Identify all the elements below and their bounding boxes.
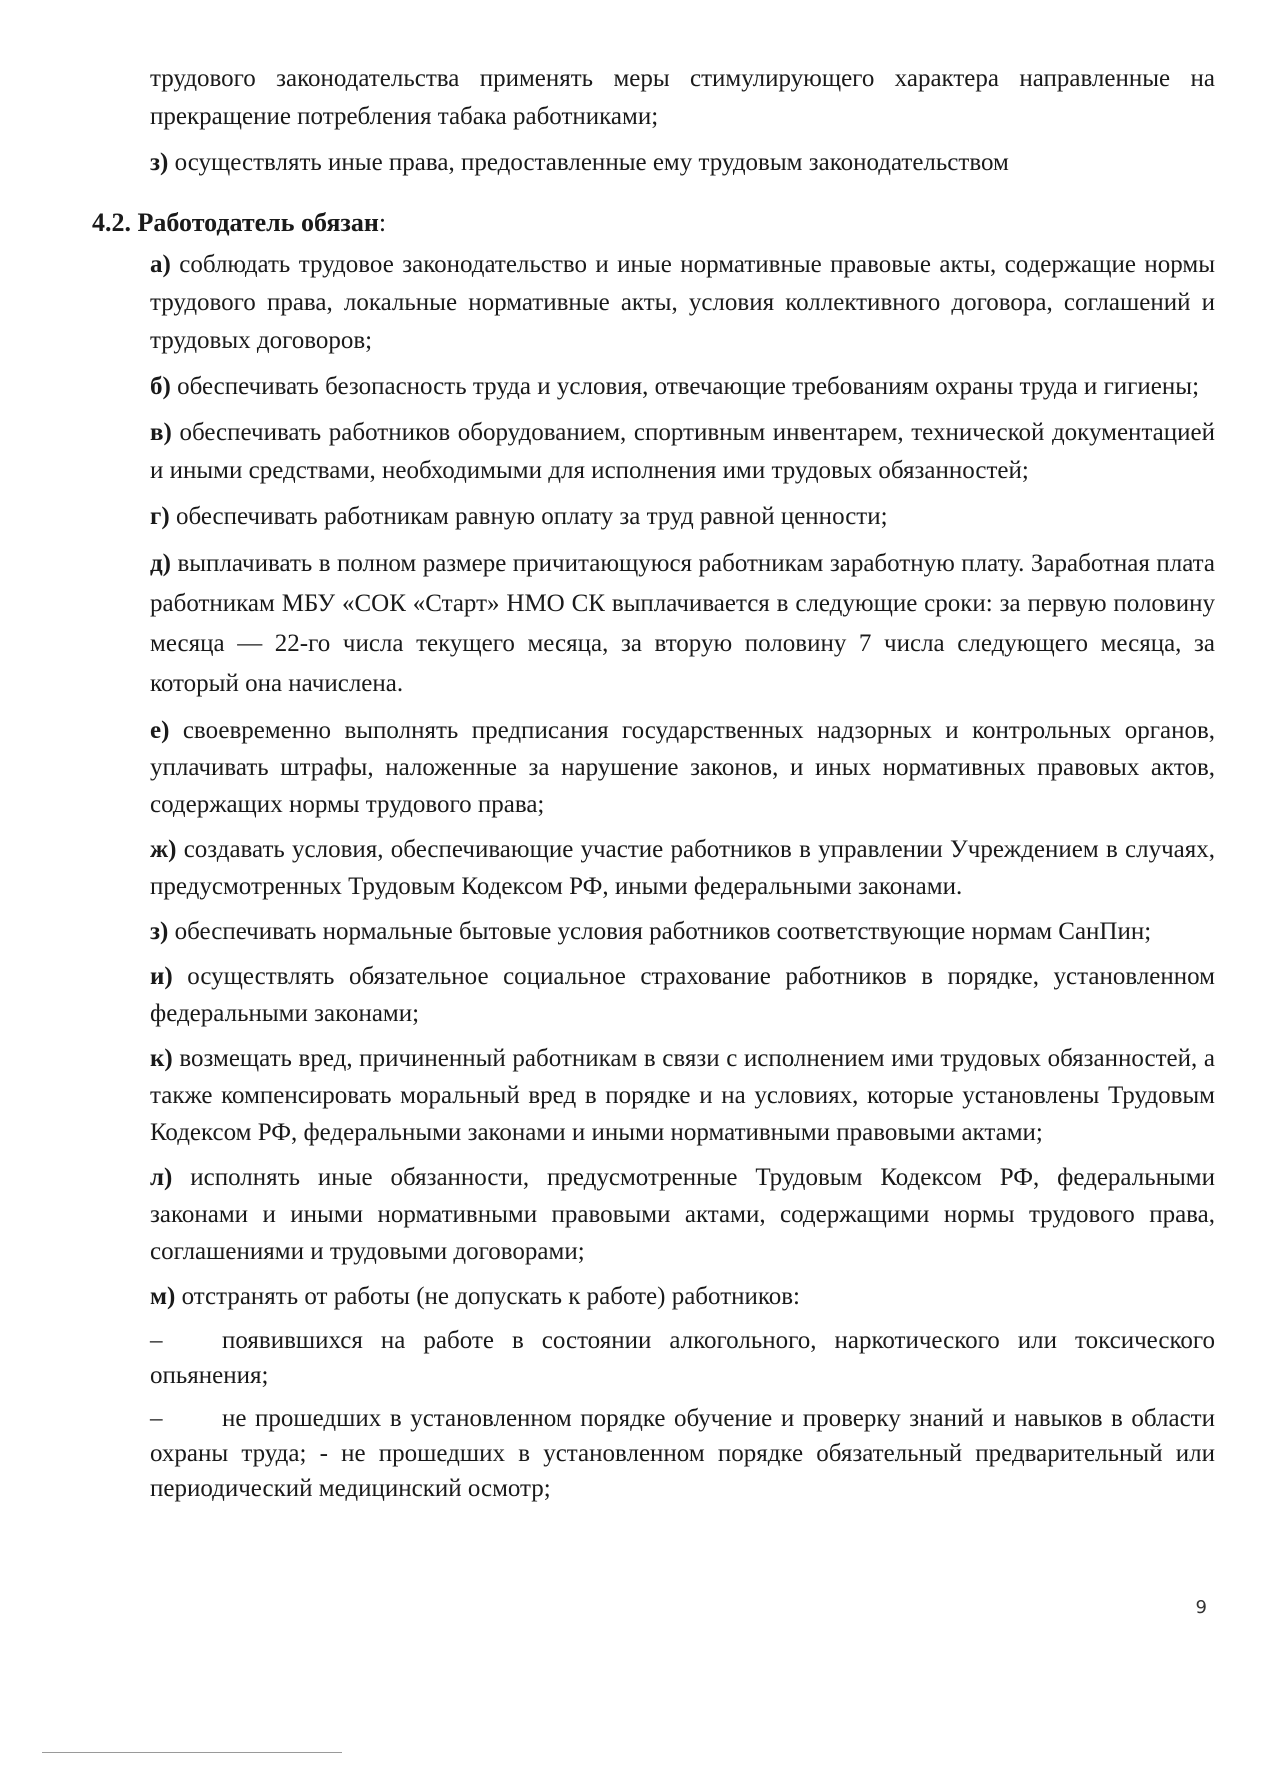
item-letter: д) (150, 550, 171, 577)
list-item-l (150, 1159, 1215, 1270)
list-item-zh (150, 831, 1215, 905)
item-text: выплачивать в полном размере причитающуюся работникам заработную плату. Заработная плата работникам МБУ «СОК «Старт» НМО СК выплачивается в следующие сроки: за первую половину месяца — 22-го числа текущего месяца, за вторую половину 7 числа следующего месяца, за который она начислена. (150, 550, 1215, 697)
item-letter: г) (150, 503, 170, 530)
item-text: своевременно выполнять предписания государственных надзорных и контрольных органов, уплачивать штрафы, наложенные за нарушение законов, и иных нормативных правовых актов, содержащих нормы трудового права; (150, 717, 1215, 818)
intro-text: трудового законодательства применять меры стимулирующего характера направленные на прекращение потребления табака работниками; (150, 65, 1215, 130)
item-letter: з) (150, 918, 169, 945)
item-text: обеспечивать нормальные бытовые условия работников соответствующие нормам СанПин; (168, 918, 1152, 945)
list-item-v (150, 414, 1215, 490)
item-letter: в) (150, 419, 172, 446)
item-text: возмещать вред, причиненный работникам в связи с исполнением ими трудовых обязанностей, а также компенсировать моральный вред в порядке и на условиях, которые установлены Трудовым Кодексом РФ, федеральными законами и иными нормативными правовыми актами; (150, 1045, 1215, 1146)
item-letter: м) (150, 1283, 176, 1310)
document-body (92, 60, 1215, 1514)
item-letter: л) (150, 1164, 173, 1191)
list-item-z (150, 913, 1215, 950)
section-colon: : (378, 208, 387, 237)
dash-marker: – (150, 1327, 163, 1354)
item-letter: к) (150, 1045, 173, 1072)
list-item-i (150, 958, 1215, 1032)
item-letter: а) (150, 251, 171, 278)
dash-item-text: не прошедших в установленном порядке обучение и проверку знаний и навыков в области охраны труда; - не прошедших в установленном порядке обязательный предварительный или периодический медицинский осмотр; (150, 1405, 1215, 1502)
dash-marker: – (150, 1405, 163, 1432)
item-text: осуществлять иные права, предоставленные ему трудовым законодательством (168, 149, 1009, 176)
dash-item-training (150, 1401, 1215, 1506)
intro-item-z (150, 144, 1215, 182)
item-text: осуществлять обязательное социальное страхование работников в порядке, установленном федеральными законами; (150, 963, 1215, 1027)
page-number: 9 (1195, 1597, 1207, 1618)
section-title: 4.2. Работодатель обязан (92, 208, 379, 237)
list-item-k (150, 1040, 1215, 1151)
footer-divider (42, 1752, 342, 1753)
list-item-a (150, 246, 1215, 360)
section-heading (92, 204, 1215, 242)
item-text: отстранять от работы (не допускать к работе) работников: (175, 1283, 801, 1310)
item-text: соблюдать трудовое законодательство и иные нормативные правовые акты, содержащие нормы трудового права, локальные нормативные акты, условия коллективного договора, соглашений и трудовых договоров; (150, 251, 1215, 354)
list-item-e (150, 712, 1215, 823)
dash-item-intoxication (150, 1323, 1215, 1393)
item-letter: е) (150, 717, 170, 744)
item-letter: з) (150, 149, 169, 176)
list-item-b (150, 368, 1215, 406)
item-text: создавать условия, обеспечивающие участие работников в управлении Учреждением в случаях, предусмотренных Трудовым Кодексом РФ, иными федеральными законами. (150, 836, 1215, 900)
intro-paragraph (150, 60, 1215, 136)
item-text: обеспечивать безопасность труда и условия, отвечающие требованиям охраны труда и гигиены; (170, 373, 1200, 400)
item-text: исполнять иные обязанности, предусмотренные Трудовым Кодексом РФ, федеральными законами и иными нормативными правовыми актами, содержащими нормы трудового права, соглашениями и трудовыми договорами; (150, 1164, 1215, 1265)
item-letter: б) (150, 373, 171, 400)
dash-item-text: появившихся на работе в состоянии алкогольного, наркотического или токсического опьянения; (150, 1327, 1215, 1389)
item-letter: ж) (150, 836, 177, 863)
item-letter: и) (150, 963, 173, 990)
list-item-m (150, 1278, 1215, 1315)
item-text: обеспечивать работникам равную оплату за труд равной ценности; (169, 503, 888, 530)
item-text: обеспечивать работников оборудованием, спортивным инвентарем, технической документацией и иными средствами, необходимыми для исполнения ими трудовых обязанностей; (150, 419, 1215, 484)
list-item-g (150, 498, 1215, 536)
list-item-d (150, 544, 1215, 704)
